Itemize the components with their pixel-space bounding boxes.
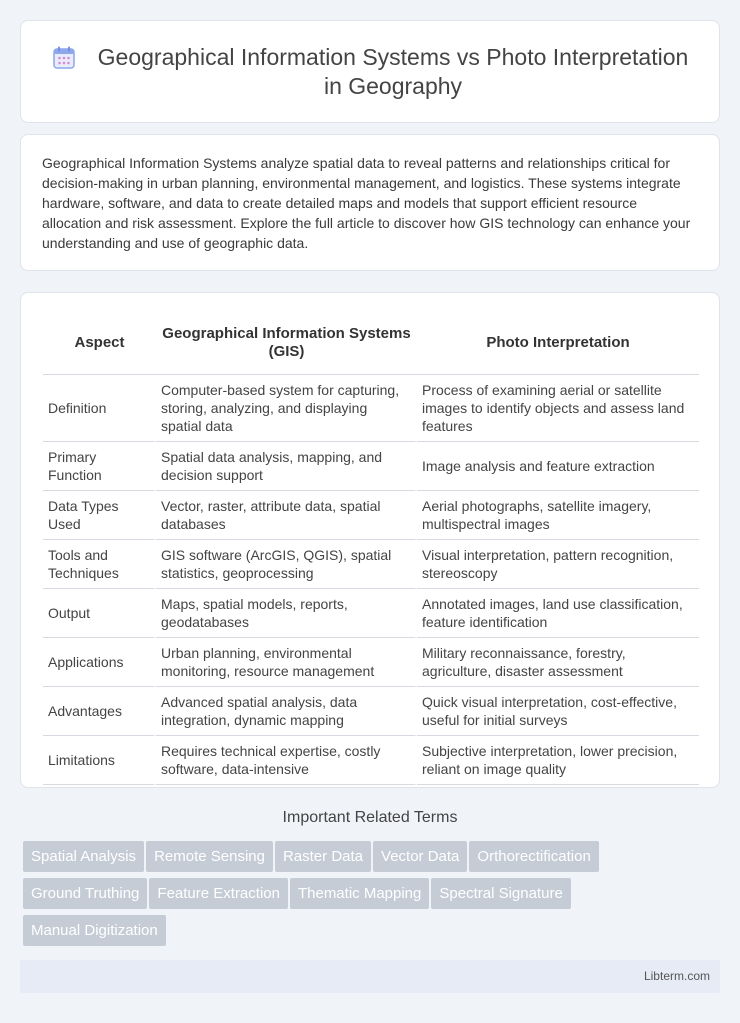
intro-card <box>20 134 720 271</box>
row-gis: Computer-based system for capturing, storing, analyzing, and displaying spatial data <box>156 375 417 442</box>
calendar-icon <box>51 45 77 71</box>
term-tag[interactable]: Spatial Analysis <box>23 841 144 872</box>
term-tag[interactable]: Raster Data <box>275 841 371 872</box>
row-photo: Subjective interpretation, lower precision, reliant on image quality <box>417 736 699 785</box>
row-photo: Process of examining aerial or satellite images to identify objects and assess land features <box>417 375 699 442</box>
row-photo: Military reconnaissance, forestry, agriculture, disaster assessment <box>417 638 699 687</box>
row-gis: GIS software (ArcGIS, QGIS), spatial statistics, geoprocessing <box>156 540 417 589</box>
row-aspect: Applications <box>43 638 156 687</box>
term-tag[interactable]: Ground Truthing <box>23 878 147 909</box>
table-row <box>43 540 699 589</box>
title-card <box>20 20 720 123</box>
term-tag[interactable]: Spectral Signature <box>431 878 570 909</box>
row-photo: Aerial photographs, satellite imagery, multispectral images <box>417 491 699 540</box>
term-tag[interactable]: Orthorectification <box>469 841 598 872</box>
row-aspect: Advantages <box>43 687 156 736</box>
page-title: Geographical Information Systems vs Photo Interpretation in Geography <box>97 43 689 99</box>
term-tag[interactable]: Feature Extraction <box>149 878 288 909</box>
table-row <box>43 442 699 491</box>
comparison-card <box>20 292 720 788</box>
row-gis: Vector, raster, attribute data, spatial databases <box>156 491 417 540</box>
term-tag[interactable]: Thematic Mapping <box>290 878 429 909</box>
row-photo: Image analysis and feature extraction <box>417 442 699 491</box>
intro-text: Geographical Information Systems analyze spatial data to reveal patterns and relationships critical for decision-making in urban planning, environmental management, and logistics. These systems integrate hardware, software, and data to create detailed maps and models that support efficient resource allocation and risk assessment. Explore the full article to discover how GIS technology can enhance your understanding and use of geographic data. <box>42 155 691 251</box>
title-wrap <box>51 43 689 101</box>
row-photo: Quick visual interpretation, cost-effective, useful for initial surveys <box>417 687 699 736</box>
row-aspect: Tools and Techniques <box>43 540 156 589</box>
term-tag[interactable]: Manual Digitization <box>23 915 166 946</box>
table-row <box>43 589 699 638</box>
table-row <box>43 638 699 687</box>
row-photo: Annotated images, land use classification, feature identification <box>417 589 699 638</box>
row-gis: Advanced spatial analysis, data integration, dynamic mapping <box>156 687 417 736</box>
comparison-table <box>43 311 699 785</box>
row-aspect: Primary Function <box>43 442 156 491</box>
row-gis: Spatial data analysis, mapping, and decision support <box>156 442 417 491</box>
row-aspect: Definition <box>43 375 156 442</box>
header-gis: Geographical Information Systems (GIS) <box>156 311 417 375</box>
table-row <box>43 687 699 736</box>
row-gis: Urban planning, environmental monitoring, resource management <box>156 638 417 687</box>
row-gis: Maps, spatial models, reports, geodatabases <box>156 589 417 638</box>
term-tag[interactable]: Vector Data <box>373 841 467 872</box>
row-aspect: Limitations <box>43 736 156 785</box>
related-terms-list <box>23 841 723 952</box>
footer-brand-link[interactable]: Libterm.com <box>643 969 710 983</box>
row-gis: Requires technical expertise, costly software, data-intensive <box>156 736 417 785</box>
table-row <box>43 375 699 442</box>
row-aspect: Data Types Used <box>43 491 156 540</box>
table-row <box>43 491 699 540</box>
footer <box>20 960 720 993</box>
table-row <box>43 736 699 785</box>
table-header-row <box>43 311 699 375</box>
related-terms-heading: Important Related Terms <box>282 809 458 826</box>
row-aspect: Output <box>43 589 156 638</box>
row-photo: Visual interpretation, pattern recognition, stereoscopy <box>417 540 699 589</box>
header-aspect: Aspect <box>43 311 156 375</box>
term-tag[interactable]: Remote Sensing <box>146 841 273 872</box>
header-photo-interpretation: Photo Interpretation <box>417 311 699 375</box>
